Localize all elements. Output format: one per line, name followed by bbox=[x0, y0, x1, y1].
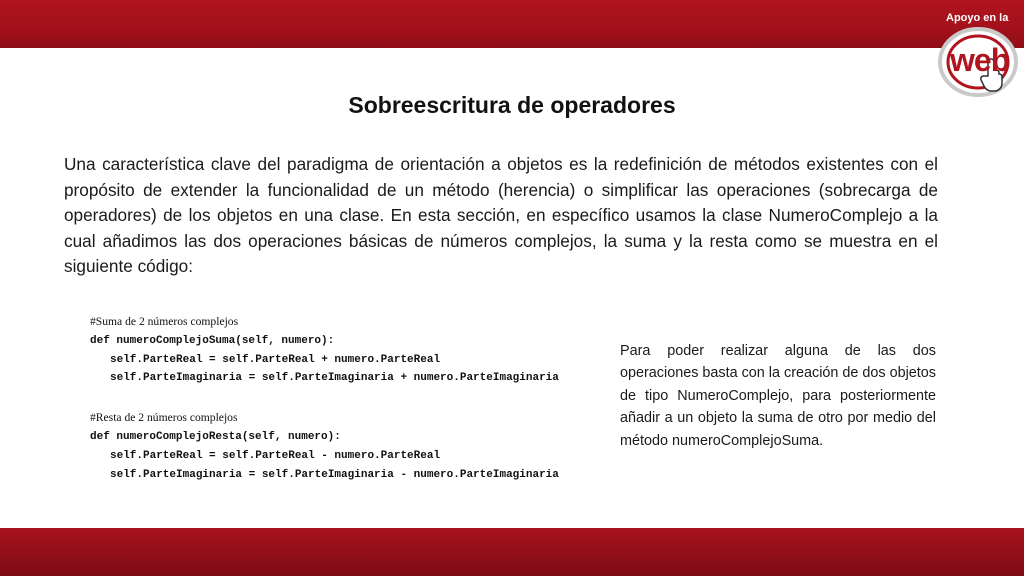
code-snippet bbox=[90, 313, 600, 484]
logo-caption: Apoyo en la bbox=[946, 12, 1009, 24]
code-line: self.ParteImaginaria = self.ParteImaginaria + numero.ParteImaginaria bbox=[110, 372, 559, 385]
code-def-resta: def numeroComplejoResta(self, numero): bbox=[90, 430, 341, 443]
slide-title: Sobreescritura de operadores bbox=[348, 92, 676, 118]
apoyo-web-logo bbox=[928, 4, 1024, 104]
intro-paragraph: Una característica clave del paradigma de orientación a objetos es la redefinición de métodos existentes con el propósito de extender la funcionalidad de un método (herencia) o simplificar las operaciones (sobrecarga de operadores) de los objetos en una clase. En esta sección, en específico usamos la clase NumeroComplejo a la cual añadimos las dos operaciones básicas de números complejos, la suma y la resta como se muestra en el siguiente código: bbox=[64, 154, 938, 276]
code-comment-suma: #Suma de 2 números complejos bbox=[90, 315, 239, 328]
logo-word: web bbox=[950, 42, 1010, 78]
code-def-suma: def numeroComplejoSuma(self, numero): bbox=[90, 334, 335, 347]
code-line: self.ParteReal = self.ParteReal - numero.ParteReal bbox=[110, 449, 441, 462]
code-line: self.ParteImaginaria = self.ParteImaginaria - numero.ParteImaginaria bbox=[110, 468, 559, 481]
side-note: Para poder realizar alguna de las dos operaciones basta con la creación de dos objetos de tipo NumeroComplejo, para posteriormente añadir a un objeto la suma de otro por medio del método numeroComplejoSuma. bbox=[620, 343, 937, 449]
header-bar bbox=[0, 0, 1024, 48]
footer-bar bbox=[0, 528, 1024, 576]
code-comment-resta: #Resta de 2 números complejos bbox=[90, 411, 238, 425]
code-line: self.ParteReal = self.ParteReal + numero.ParteReal bbox=[110, 353, 441, 366]
